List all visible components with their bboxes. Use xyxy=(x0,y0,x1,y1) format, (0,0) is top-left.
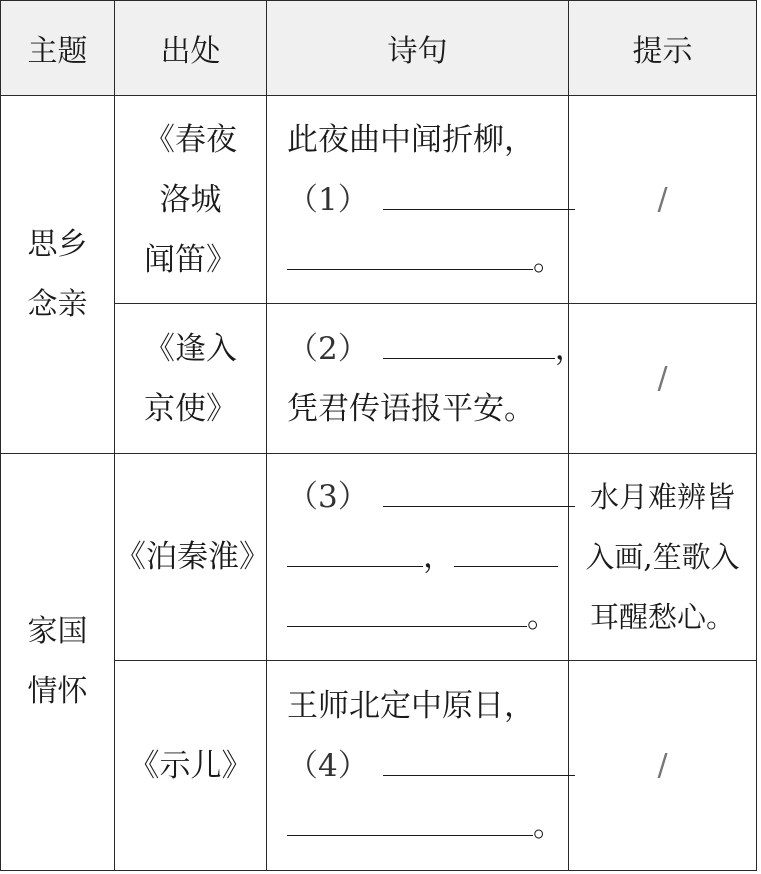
punctuation: ， xyxy=(423,539,454,575)
verse-line xyxy=(287,230,568,290)
source-text: 闻笛》 xyxy=(144,241,237,278)
verse-cell xyxy=(267,96,569,304)
header-theme: 主题 xyxy=(1,1,115,96)
answer-blank[interactable] xyxy=(383,476,575,507)
punctuation: ， xyxy=(554,330,586,367)
verse-cell xyxy=(267,304,586,454)
source-cell xyxy=(115,304,267,454)
hint-cell xyxy=(569,661,757,871)
verse-cell xyxy=(267,454,569,661)
punctuation: 。 xyxy=(533,807,564,844)
answer-blank[interactable] xyxy=(454,536,558,567)
answer-blank[interactable] xyxy=(383,179,575,210)
blank-number: （1） xyxy=(287,181,369,218)
source-text: 《春夜 xyxy=(144,121,237,158)
source-text: 京使》 xyxy=(144,390,237,427)
verse-line xyxy=(287,736,568,796)
theme-cell xyxy=(1,454,115,871)
verse-line xyxy=(287,319,586,379)
theme-text: 念亲 xyxy=(27,286,88,322)
table-row xyxy=(1,96,757,304)
hint-text: 入画,笙歌入 xyxy=(585,540,740,574)
verse-line xyxy=(287,796,568,856)
hint-cell xyxy=(569,304,757,454)
theme-text: 家国 xyxy=(27,614,88,649)
answer-blank[interactable] xyxy=(287,536,423,567)
answer-blank[interactable] xyxy=(287,596,527,627)
hint-cell xyxy=(569,96,757,304)
verse-line: 此夜曲中闻折柳， xyxy=(287,121,535,158)
slash-mark: / xyxy=(657,361,668,396)
punctuation: 。 xyxy=(533,241,564,278)
header-hint: 提示 xyxy=(569,1,757,96)
hint-cell xyxy=(569,454,757,661)
blank-number: （2） xyxy=(287,330,369,367)
answer-blank[interactable] xyxy=(287,805,533,836)
table-row xyxy=(1,454,757,661)
theme-text: 思乡 xyxy=(27,226,88,262)
table-row xyxy=(1,304,757,454)
slash-mark: / xyxy=(657,182,668,217)
theme-cell xyxy=(1,96,115,454)
blank-number: （4） xyxy=(287,747,369,784)
theme-text: 情怀 xyxy=(27,674,88,709)
hint-text: 水月难辨皆 xyxy=(589,480,735,514)
header-source: 出处 xyxy=(115,1,267,96)
answer-blank[interactable] xyxy=(383,328,555,359)
source-text: 《泊秦淮》 xyxy=(115,539,270,575)
source-text: 洛城 xyxy=(159,181,222,218)
answer-blank[interactable] xyxy=(383,745,575,776)
verse-line xyxy=(287,467,568,527)
source-text: 《逢入 xyxy=(144,330,237,367)
source-cell xyxy=(115,96,267,304)
verse-line xyxy=(287,587,568,647)
verse-cell xyxy=(267,661,569,871)
answer-blank[interactable] xyxy=(287,239,533,270)
verse-line xyxy=(287,170,568,230)
header-row xyxy=(1,1,757,96)
table-row xyxy=(1,661,757,871)
slash-mark: / xyxy=(657,748,668,783)
hint-text: 耳醒愁心。 xyxy=(589,600,735,634)
source-text: 《示儿》 xyxy=(128,747,253,784)
verse-line xyxy=(287,527,568,587)
blank-number: （3） xyxy=(287,479,369,515)
header-verse: 诗句 xyxy=(267,1,569,96)
punctuation: 。 xyxy=(527,599,558,635)
source-cell xyxy=(115,454,270,661)
verse-line: 凭君传语报平安。 xyxy=(287,390,535,427)
source-cell xyxy=(115,661,267,871)
verse-line: 王师北定中原日， xyxy=(287,687,535,724)
